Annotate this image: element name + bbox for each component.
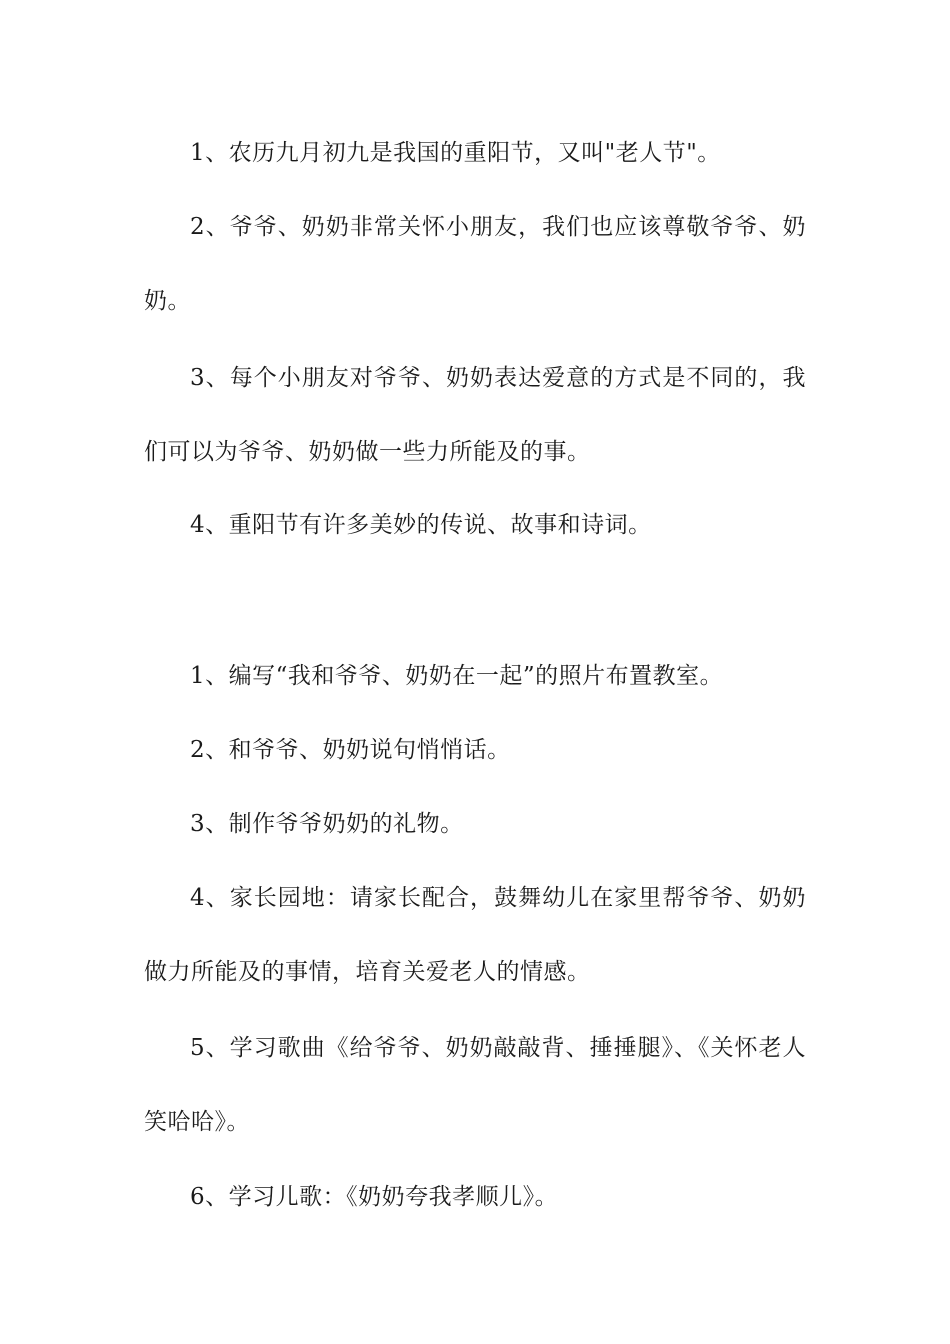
paragraph-4: 4、重阳节有许多美妙的传说、故事和诗词。 — [190, 512, 652, 538]
paragraph-1: 1、农历九月初九是我国的重阳节，又叫"老人节"。 — [190, 140, 721, 166]
paragraph-3: 3、每个小朋友对爷爷、奶奶表达爱意的方式是不同的，我们可以为爷爷、奶奶做一些力所能及的事。 — [144, 365, 806, 465]
paragraph-9: 5、学习歌曲《给爷爷、奶奶敲敲背、捶捶腿》、《关怀老人笑哈哈》。 — [144, 1035, 806, 1135]
paragraph-2: 2、爷爷、奶奶非常关怀小朋友，我们也应该尊敬爷爷、奶奶。 — [144, 214, 806, 314]
paragraph-8: 4、家长园地：请家长配合，鼓舞幼儿在家里帮爷爷、奶奶做力所能及的事情，培育关爱老人的情感。 — [144, 885, 806, 985]
paragraph-10: 6、学习儿歌：《奶奶夸我孝顺儿》。 — [190, 1184, 559, 1210]
paragraph-5: 1、编写“我和爷爷、奶奶在一起”的照片布置教室。 — [190, 663, 724, 689]
paragraph-6: 2、和爷爷、奶奶说句悄悄话。 — [190, 737, 511, 763]
paragraph-7: 3、制作爷爷奶奶的礼物。 — [190, 811, 464, 837]
